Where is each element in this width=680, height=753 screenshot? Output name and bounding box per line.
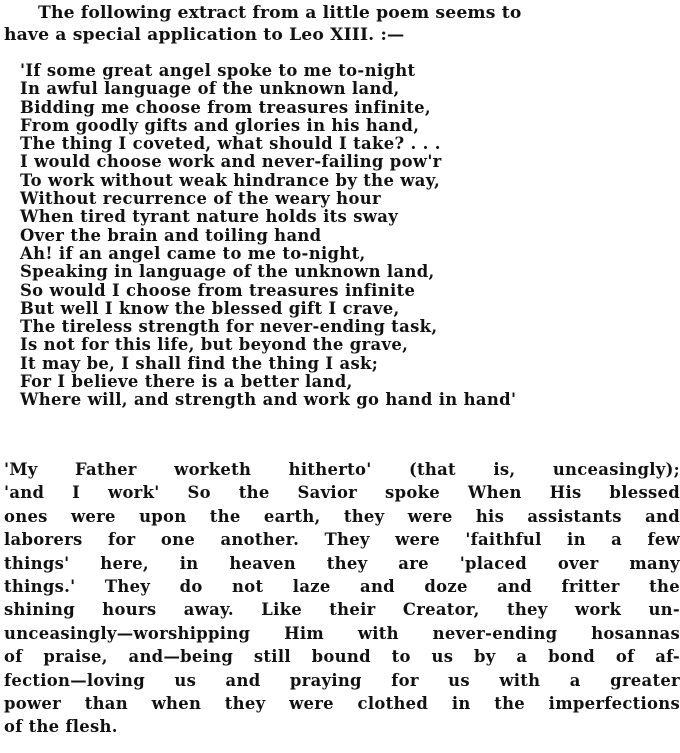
poem-line: But well I know the blessed gift I crave,: [20, 298, 400, 318]
prose-line: things' here, in heaven they are 'placed over many: [4, 553, 680, 573]
prose-line: of praise, and—being still bound to us by a bond of af-: [4, 647, 680, 667]
prose-line: ones were upon the earth, they were his assistants and: [4, 506, 680, 526]
prose-line: things.' They do not laze and doze and fritter the: [4, 577, 680, 597]
prose-line: unceasingly—worshipping Him with never-ending hosannas: [4, 623, 680, 643]
poem-line: From goodly gifts and glories in his hand,: [20, 115, 420, 135]
prose-line: power than when they were clothed in the imperfections: [4, 694, 680, 714]
intro-line: The following extract from a little poem seems to: [38, 3, 522, 23]
intro-line: have a special application to Leo XIII. :—: [4, 25, 405, 45]
prose-line: 'My Father worketh hitherto' (that is, unceasingly);: [4, 460, 680, 479]
poem-line: To work without weak hindrance by the way,: [20, 170, 441, 190]
poem-line: So would I choose from treasures infinite: [20, 280, 416, 300]
poem-line: When tired tyrant nature holds its sway: [20, 207, 399, 227]
poem-line: Over the brain and toiling hand: [20, 225, 322, 245]
poem-line: 'If some great angel spoke to me to-night: [20, 61, 416, 80]
poem-extract: [20, 62, 670, 410]
poem-line: I would choose work and never-failing pow'r: [20, 152, 442, 172]
poem-line: Without recurrence of the weary hour: [20, 189, 381, 209]
prose-line: laborers for one another. They were 'faithful in a few: [4, 530, 680, 550]
prose-line: shining hours away. Like their Creator, they work un-: [4, 600, 680, 620]
poem-line: Ah! if an angel came to me to-night,: [20, 243, 366, 263]
poem-line: The tireless strength for never-ending task,: [20, 317, 438, 337]
poem-line: The thing I coveted, what should I take? . . .: [20, 134, 441, 154]
poem-line: For I believe there is a better land,: [20, 372, 353, 392]
prose-line: of the flesh.: [4, 717, 118, 737]
intro-paragraph: [4, 2, 678, 46]
prose-line: fection—loving us and praying for us with a greater: [4, 670, 680, 690]
poem-line: Speaking in language of the unknown land,: [20, 262, 435, 282]
poem-line: Bidding me choose from treasures infinite,: [20, 97, 431, 117]
poem-line: In awful language of the unknown land,: [20, 79, 400, 99]
poem-line: Is not for this life, but beyond the grave,: [20, 335, 409, 355]
prose-line: 'and I work' So the Savior spoke When His blessed: [4, 483, 680, 503]
commentary-paragraph: [4, 458, 680, 739]
poem-line: Where will, and strength and work go hand in hand': [20, 390, 517, 410]
poem-line: It may be, I shall find the thing I ask;: [20, 353, 379, 373]
